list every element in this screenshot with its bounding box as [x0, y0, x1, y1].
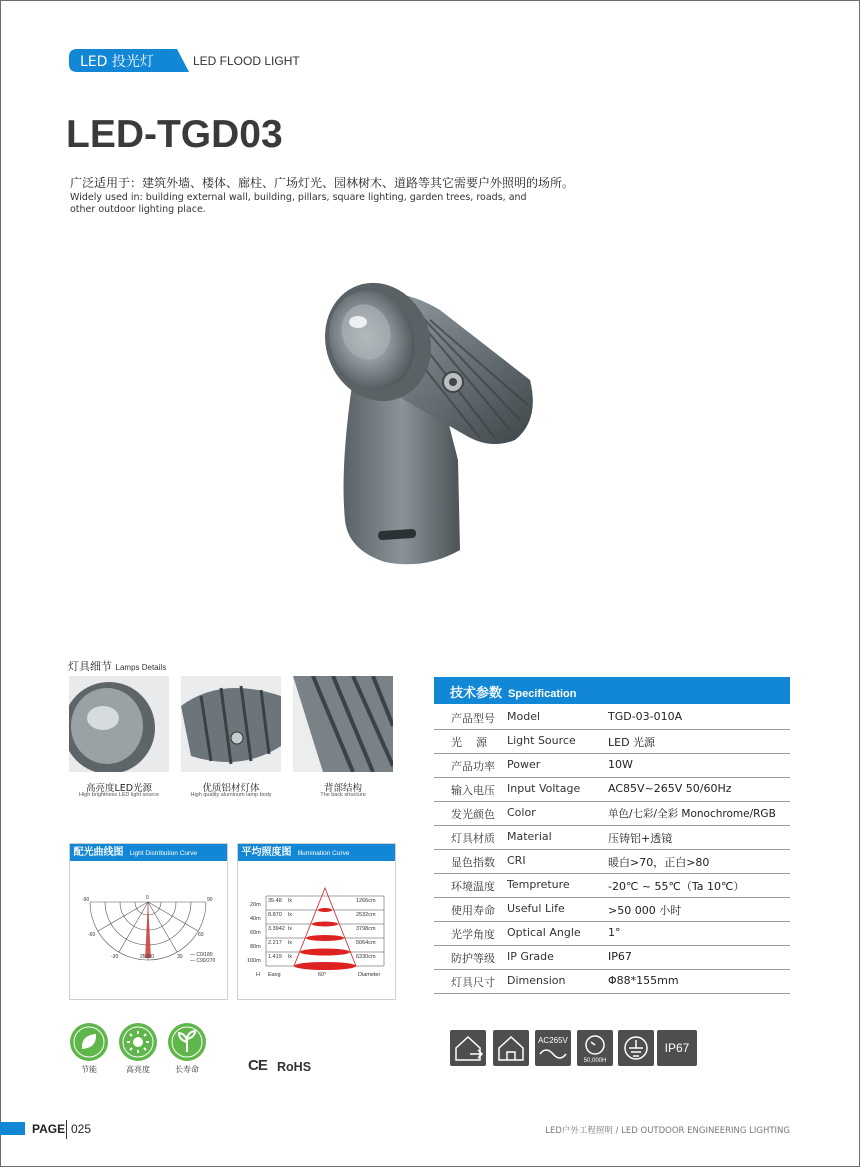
illum-h-4: 80m — [250, 944, 261, 950]
illum-unit-1: lx — [288, 898, 292, 904]
polar-angle-30: 30 — [177, 954, 183, 960]
spec-value: 单色/七彩/全彩 Monochrome/RGB — [608, 808, 776, 820]
spec-label-en: CRI — [507, 854, 526, 867]
leaf-icon — [69, 1022, 109, 1062]
spec-label-en: Material — [507, 830, 552, 843]
page-separator — [66, 1120, 67, 1139]
illum-h-3: 60m — [250, 930, 261, 936]
illum-angle: 60° — [318, 972, 327, 978]
spec-label-en: Light Source — [507, 734, 576, 747]
ip67-badge: IP67 — [657, 1030, 697, 1066]
spec-value: 暖白>70，正白>80 — [608, 856, 710, 869]
feature-label-brightness: 高亮度 — [126, 1065, 150, 1074]
spec-row — [434, 705, 790, 730]
spec-label-en: Model — [507, 710, 541, 723]
detail-caption-en-3: The back structure — [320, 792, 366, 798]
spec-row — [434, 801, 790, 826]
lamp-details-title-en: Lamps Details — [115, 663, 167, 672]
spec-label-en: IP Grade — [507, 950, 554, 963]
voltage-icon — [535, 1030, 571, 1066]
spec-value: 压铸铝+透镜 — [608, 832, 673, 845]
spec-label-en: Optical Angle — [507, 926, 581, 939]
spec-label-en: Useful Life — [507, 902, 565, 915]
spec-row — [434, 897, 790, 922]
lamp-details-title-cn: 灯具细节 — [68, 660, 112, 673]
spec-value: 10W — [608, 758, 633, 771]
rohs-mark: RoHS — [277, 1060, 312, 1074]
illum-unit-5: lx — [288, 954, 292, 960]
illumination-panel — [237, 843, 396, 1000]
spec-row — [434, 825, 790, 850]
illum-lux-3: 3.3942 — [268, 926, 285, 932]
illumination-title-cn: 平均照度图 — [241, 847, 292, 858]
spec-label-en: Input Voltage — [507, 782, 581, 795]
spec-row — [434, 753, 790, 778]
spec-title-en: Specification — [508, 688, 577, 700]
polar-center-value: 25000 — [140, 954, 154, 960]
illum-h-2: 40m — [250, 916, 261, 922]
spec-row — [434, 945, 790, 970]
spec-row — [434, 729, 790, 754]
lifespan-clock-icon — [577, 1030, 613, 1066]
polar-legend-c90: — C90/270 — [190, 958, 216, 964]
detail-photo-led-source — [69, 676, 169, 772]
spec-label-cn: 防护等级 — [451, 952, 495, 965]
polar-diagram — [70, 862, 227, 998]
spec-label-cn: 使用寿命 — [451, 904, 495, 917]
polar-angle-m60: -60 — [88, 932, 96, 938]
polar-angle-m90: -90 — [82, 897, 90, 903]
lamp-details-title — [68, 658, 166, 674]
spec-label-cn: 产品型号 — [451, 712, 495, 725]
page-label: PAGE — [32, 1122, 66, 1136]
footer-series-title: LED户外工程照明 / LED OUTDOOR ENGINEERING LIGHTING — [545, 1126, 790, 1136]
polar-angle-m30: -30 — [111, 954, 119, 960]
illum-col-h: H — [256, 972, 260, 978]
footer-accent-bar — [0, 1122, 25, 1135]
product-lamp-image — [300, 270, 560, 590]
illum-dia-3: 3798cm — [356, 926, 376, 932]
spec-value: TGD-03-010A — [608, 710, 683, 723]
illum-h-5: 100m — [247, 958, 261, 964]
product-model-title: LED-TGD03 — [66, 113, 283, 156]
spec-label-cn: 灯具材质 — [451, 832, 495, 845]
spec-row — [434, 777, 790, 802]
polar-angle-60: 60 — [198, 932, 204, 938]
spec-value: >50 000 小时 — [608, 904, 682, 917]
illum-lux-2: 8.870 — [268, 912, 282, 918]
spec-value: -20℃ ~ 55℃（Ta 10℃） — [608, 880, 745, 893]
spec-label-en: Tempreture — [507, 878, 570, 891]
illum-dia-1: 1266cm — [356, 898, 376, 904]
voltage-icon-label: AC265V — [538, 1036, 568, 1045]
illum-h-1: 20m — [250, 902, 261, 908]
spec-label-cn: 光 源 — [451, 736, 487, 749]
usage-description-en: Widely used in: building external wall, building, pillars, square lighting, garden trees, roads, and other outdoor lighting place. — [70, 192, 527, 215]
illum-lux-1: 35.48 — [268, 898, 282, 904]
ground-icon — [618, 1030, 654, 1066]
spec-value: AC85V~265V 50/60Hz — [608, 782, 732, 795]
spec-label-cn: 显色指数 — [451, 856, 495, 869]
spec-header-title — [450, 682, 576, 701]
spec-row — [434, 969, 790, 994]
illum-dia-2: 2532cm — [356, 912, 376, 918]
light-distribution-title-cn: 配光曲线图 — [73, 847, 124, 858]
polar-legend-c0: — C0/180 — [190, 952, 213, 958]
illumination-diagram — [238, 862, 395, 998]
spec-label-cn: 发光颜色 — [451, 808, 495, 821]
illum-lux-4: 2.217 — [268, 940, 282, 946]
detail-caption-en-2: High quality aluminum lamp body — [190, 792, 272, 798]
spec-value: 1° — [608, 926, 621, 939]
feature-label-lifespan: 长寿命 — [175, 1065, 199, 1074]
spec-value: LED 光源 — [608, 736, 656, 749]
light-distribution-panel — [69, 843, 228, 1000]
illumination-title-en: Illumination Curve — [297, 850, 350, 857]
category-tag-cn: LED 投光灯 — [80, 54, 154, 70]
spec-value: Φ88*155mm — [608, 974, 679, 987]
spec-label-cn: 光学角度 — [451, 928, 495, 941]
polar-angle-0: 0 — [146, 895, 149, 901]
indoor-house-icon — [493, 1030, 529, 1066]
usage-description-cn: 广泛适用于：建筑外墙、楼体、廊柱、广场灯光、园林树木、道路等其它需要户外照明的场所。 — [70, 176, 575, 190]
sun-icon — [118, 1022, 158, 1062]
spec-row — [434, 921, 790, 946]
category-tag-en: LED FLOOD LIGHT — [193, 54, 300, 68]
spec-title-cn: 技术参数 — [450, 686, 503, 701]
illum-unit-4: lx — [288, 940, 292, 946]
spec-label-cn: 产品功率 — [451, 760, 495, 773]
illumination-header — [238, 844, 395, 861]
polar-angle-90: 90 — [207, 897, 213, 903]
detail-caption-cn-2: 优质铝材灯体 — [202, 783, 260, 794]
spec-label-cn: 灯具尺寸 — [451, 976, 495, 989]
spec-label-en: Power — [507, 758, 541, 771]
illum-unit-3: lx — [288, 926, 292, 932]
feature-label-energy: 节能 — [81, 1065, 97, 1074]
light-distribution-header — [70, 844, 227, 861]
lifespan-icon-label: 50,000H — [583, 1058, 607, 1064]
plant-icon — [167, 1022, 207, 1062]
illum-col-diameter: Diameter — [358, 972, 381, 978]
spec-label-cn: 输入电压 — [451, 784, 495, 797]
detail-caption-en-1: High brightness LED light source — [78, 792, 160, 798]
detail-caption-cn-3: 背部结构 — [323, 783, 362, 794]
illum-dia-4: 5064cm — [356, 940, 376, 946]
page-number: 025 — [71, 1122, 92, 1136]
detail-photo-aluminum-body — [181, 676, 281, 772]
outdoor-house-icon — [450, 1030, 486, 1066]
spec-label-en: Color — [507, 806, 536, 819]
illum-unit-2: lx — [288, 912, 292, 918]
light-distribution-title-en: Light Distribution Curve — [129, 850, 198, 857]
illum-col-eavg: Eavg — [268, 972, 281, 978]
spec-label-en: Dimension — [507, 974, 566, 987]
spec-row — [434, 873, 790, 898]
detail-photo-back-structure — [293, 676, 393, 772]
detail-caption-cn-1: 高亮度LED光源 — [85, 783, 153, 794]
spec-value: IP67 — [608, 950, 632, 963]
illum-lux-5: 1.419 — [268, 954, 282, 960]
spec-label-cn: 环境温度 — [451, 880, 495, 893]
ce-mark: CE — [248, 1057, 267, 1074]
spec-row — [434, 849, 790, 874]
illum-dia-5: 6330cm — [356, 954, 376, 960]
